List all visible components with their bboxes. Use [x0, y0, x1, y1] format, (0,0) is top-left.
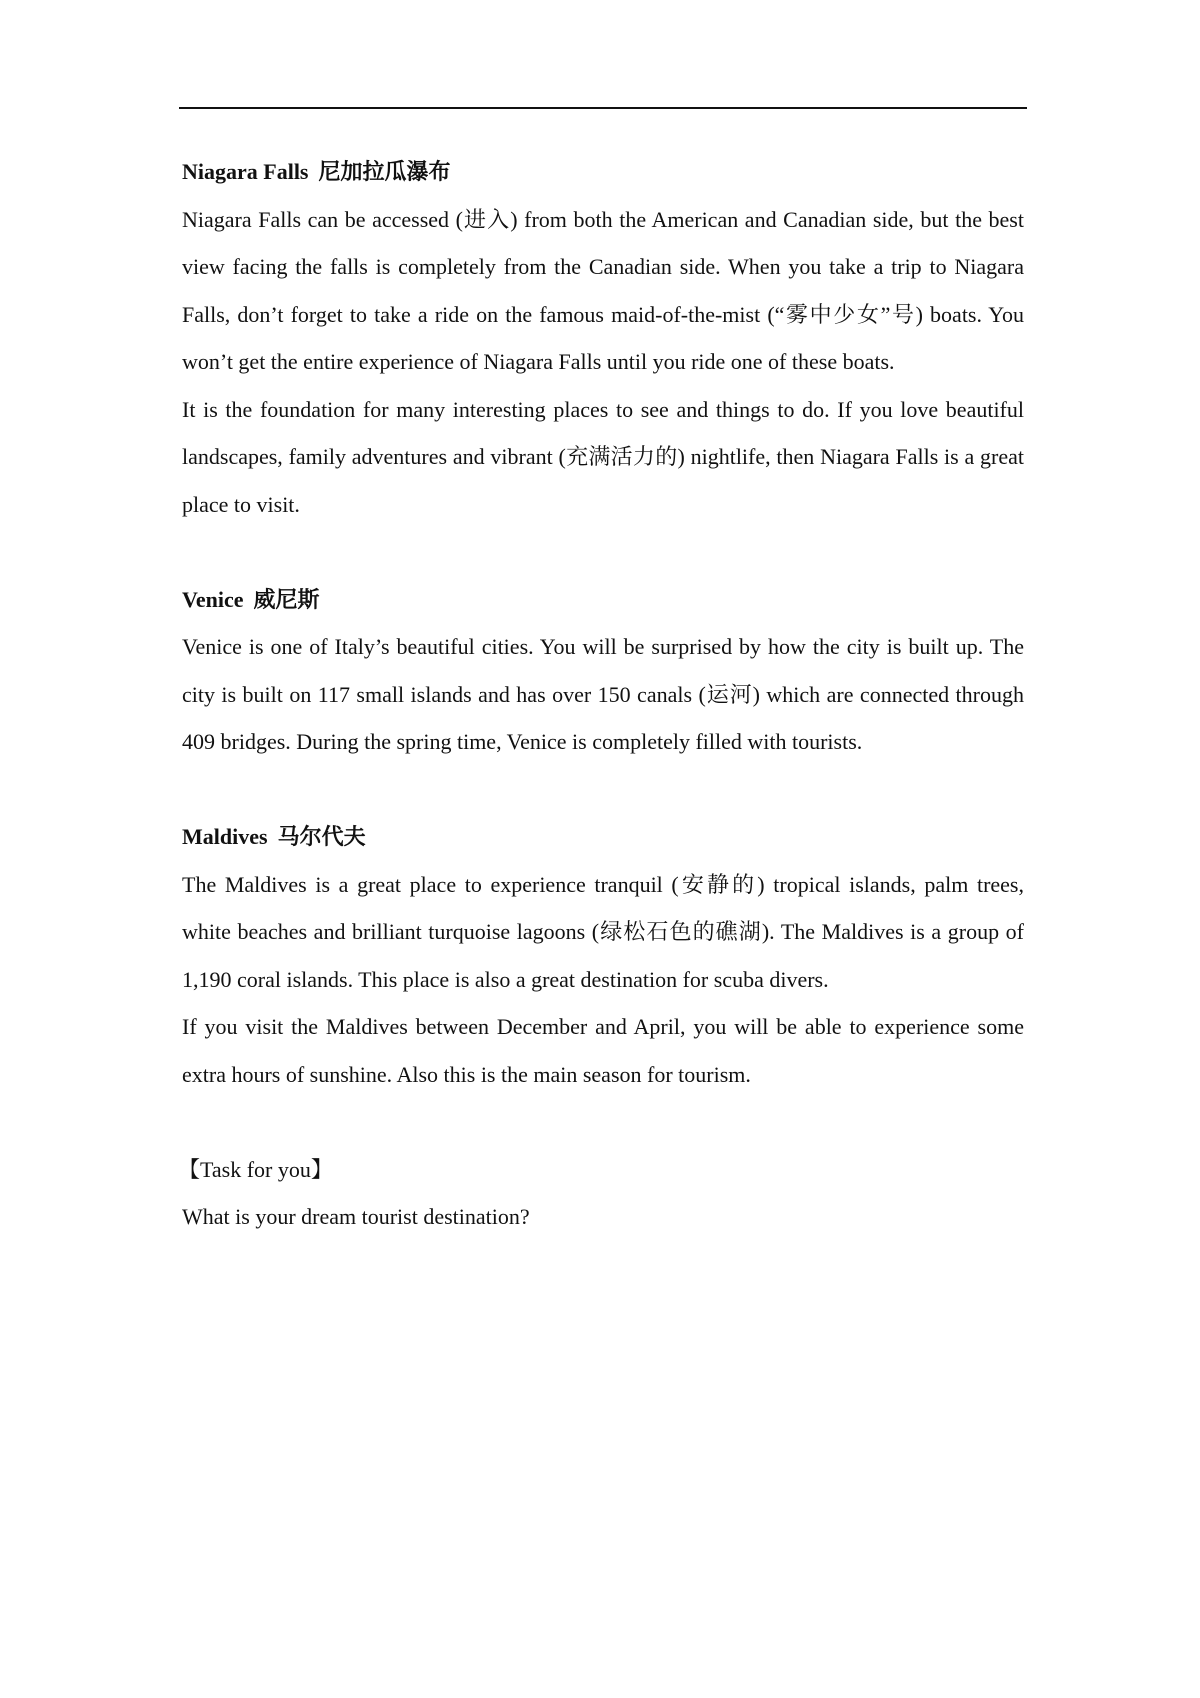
- paragraph: Niagara Falls can be accessed (进入) from both the American and Canadian side, but the best view facing the falls is completely from the Canadian side. When you take a trip to Niagara Falls, don’t forget to take a ride on the famous maid-of-the-mist (“雾中少女”号) boats. You won’t get the entire experience of Niagara Falls until you ride one of these boats.: [182, 206, 1024, 374]
- section-title-cn: 威尼斯: [253, 586, 320, 612]
- section-spacer: [182, 528, 1024, 576]
- section-title-en: Venice: [182, 586, 244, 612]
- task-question: What is your dream tourist destination?: [182, 1204, 530, 1229]
- task-title: 【Task for you】: [178, 1156, 333, 1182]
- section-title-cn: 尼加拉瓜瀑布: [318, 159, 451, 184]
- section-title-cn: 马尔代夫: [277, 824, 366, 849]
- document-body: [178, 148, 1024, 1241]
- paragraph: Venice is one of Italy’s beautiful cities. You will be surprised by how the city is built up. The city is built on 117 small islands and has over 150 canals (运河) which are connected through 409 bridges. During the spring time, Venice is completely filled with tourists.: [182, 634, 1024, 754]
- section-spacer: [182, 1098, 1024, 1146]
- paragraph: The Maldives is a great place to experience tranquil (安静的) tropical islands, palm trees, white beaches and brilliant turquoise lagoons (绿松石色的礁湖). The Maldives is a group of 1,190 coral islands. This place is also a great destination for scuba divers.: [182, 871, 1024, 992]
- section-title-en: Maldives: [182, 824, 268, 849]
- section-spacer: [182, 766, 1024, 814]
- section-title-niagara-falls: [182, 148, 1024, 196]
- paragraph: It is the foundation for many interesting places to see and things to do. If you love beautiful landscapes, family adventures and vibrant (充满活力的) nightlife, then Niagara Falls is a great place to visit.: [182, 396, 1024, 517]
- section-title-en: Niagara Falls: [182, 159, 309, 184]
- header-rule: [179, 107, 1027, 109]
- paragraph: If you visit the Maldives between December and April, you will be able to experience some extra hours of sunshine. Also this is the main season for tourism.: [182, 1014, 1024, 1087]
- section-title-maldives: [182, 813, 1024, 861]
- section-title-venice: [182, 576, 1024, 624]
